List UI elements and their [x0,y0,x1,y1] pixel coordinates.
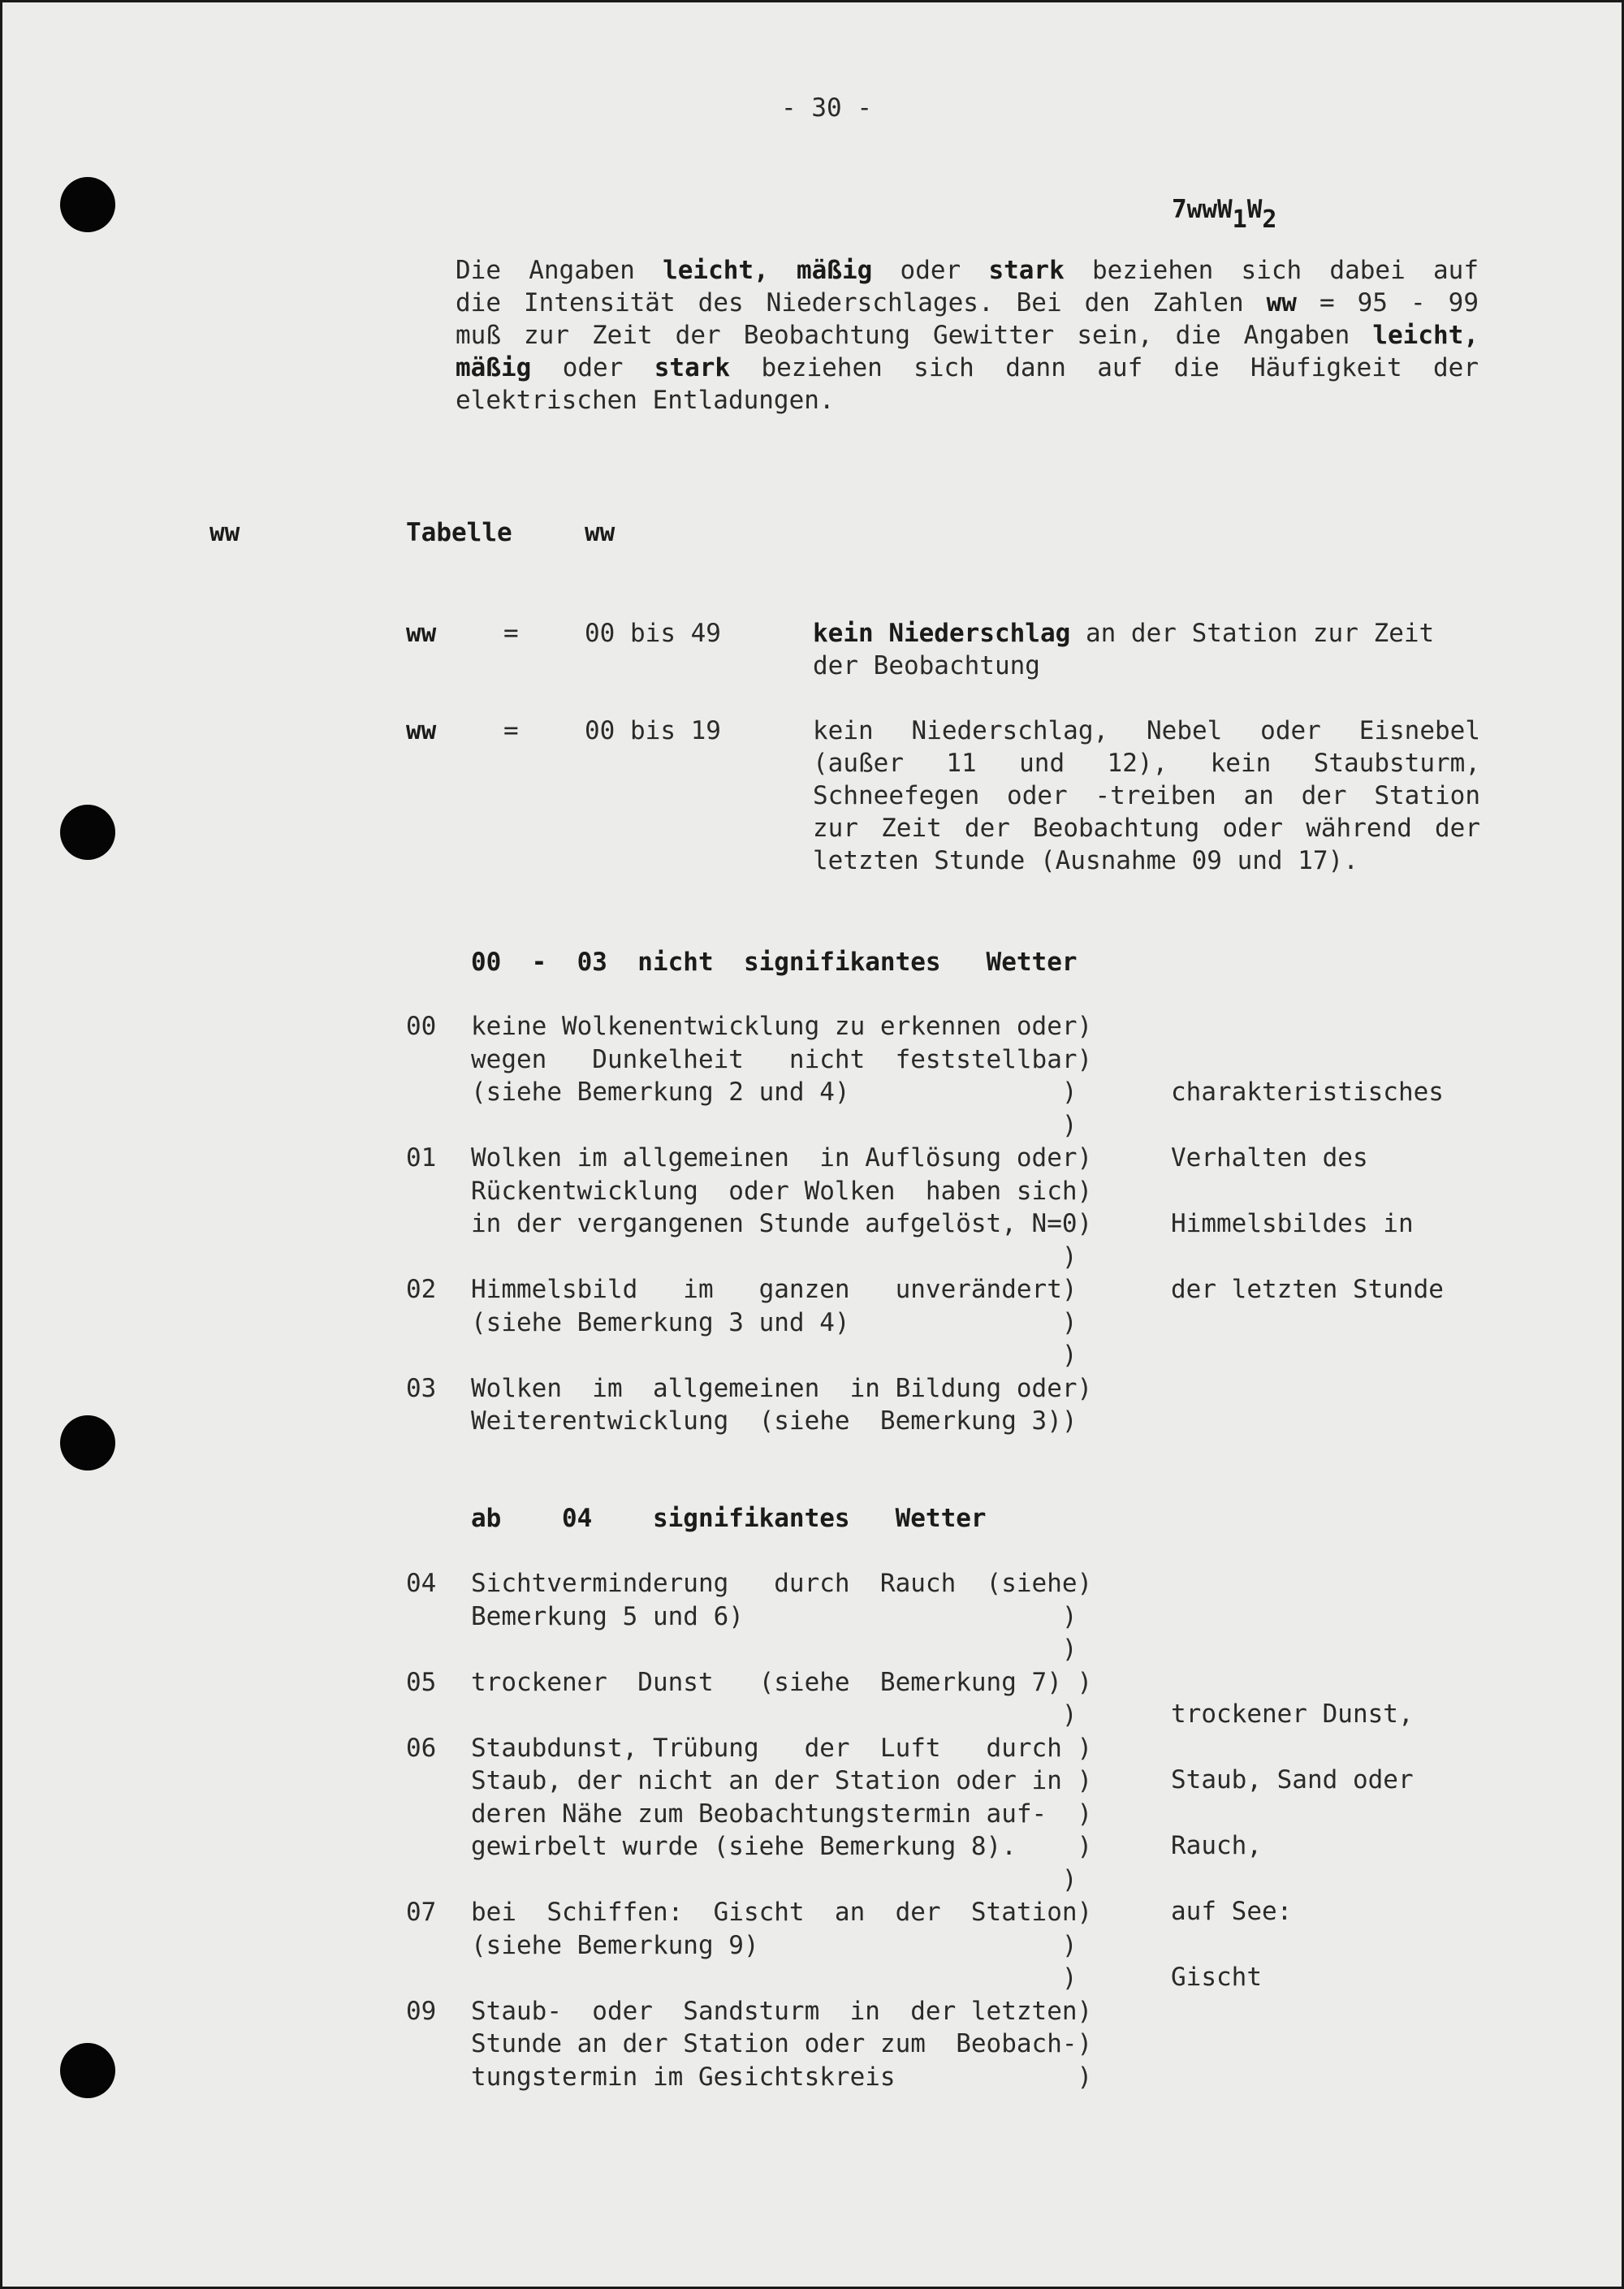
row-text-line: Bemerkung 5 und 6) ) [471,1601,1078,1631]
page-number: - 30 - [781,93,872,123]
table-title-code: ww [585,518,615,547]
row-text-line: tungstermin im Gesichtskreis ) [471,2062,1093,2092]
section-heading: 00 - 03 nicht signifikantes Wetter [471,948,1078,977]
intro-line-4: mäßig oder stark beziehen sich dann auf die Häufigkeit der [456,353,1479,382]
punch-hole [60,805,115,860]
row-text-line: (siehe Bemerkung 9) ) [471,1930,1078,1960]
code-reference: 7wwW1W2 [1172,195,1277,234]
side-note: der letzten Stunde [1171,1275,1444,1304]
row-text-line: Wolken im allgemeinen in Auflösung oder) [471,1143,1093,1173]
range-eq: = [503,619,519,648]
row-text-line: Wolken im allgemeinen in Bildung oder) [471,1373,1093,1403]
margin-label: ww [209,518,240,547]
row-text-line: keine Wolkenentwicklung zu erkennen oder) [471,1012,1093,1041]
side-note: auf See: [1171,1897,1293,1926]
row-text-line: ) [471,1341,1078,1370]
side-note: charakteristisches [1171,1078,1444,1107]
range-values: 00 bis 49 [585,619,721,648]
row-text-line: wegen Dunkelheit nicht feststellbar) [471,1044,1093,1074]
intro-paragraph [456,254,1479,417]
side-note: Verhalten des [1171,1143,1368,1173]
row-text-line: Weiterentwicklung (siehe Bemerkung 3)) [471,1406,1078,1436]
row-text-line: ) [471,1635,1078,1664]
punch-hole [60,1415,115,1471]
row-text-line: ) [471,1864,1078,1894]
row-text-line: gewirbelt wurde (siehe Bemerkung 8). ) [471,1832,1093,1861]
row-text-line: (siehe Bemerkung 3 und 4) ) [471,1307,1078,1337]
row-text-line: Staub- oder Sandsturm in der letzten) [471,1996,1093,2026]
row-number: 02 [406,1275,437,1304]
punch-hole [60,2043,115,2098]
punch-hole [60,177,115,232]
row-number: 04 [406,1569,437,1598]
row-text-line: Rückentwicklung oder Wolken haben sich) [471,1176,1093,1206]
row-text-line: deren Nähe zum Beobachtungstermin auf- ) [471,1799,1093,1829]
range-description: kein Niederschlag, Nebel oder Eisnebel (außer 11 und 12), kein Staubsturm, Schneefegen oder -treiben an der Station zur Zeit der Beobachtung oder während der letzten Stunde (Ausnahme 09 und 17). [813,716,1480,875]
row-number: 00 [406,1012,437,1041]
range-eq: = [503,716,519,745]
row-number: 06 [406,1733,437,1763]
range-values: 00 bis 19 [585,716,721,745]
row-number: 01 [406,1143,437,1173]
intro-line-5: elektrischen Entladungen. [456,386,835,415]
row-text-line: in der vergangenen Stunde aufgelöst, N=0) [471,1209,1093,1238]
side-note: Himmelsbildes in [1171,1209,1414,1238]
row-number: 05 [406,1667,437,1697]
range-code: ww [406,716,437,745]
row-text-line: ) [471,1242,1078,1272]
row-text-line: bei Schiffen: Gischt an der Station) [471,1898,1093,1927]
side-note: Staub, Sand oder [1171,1765,1414,1794]
row-text-line: Himmelsbild im ganzen unverändert) [471,1275,1078,1304]
row-text-line: (siehe Bemerkung 2 und 4) ) [471,1078,1078,1107]
side-note: trockener Dunst, [1171,1699,1414,1729]
section-heading: ab 04 signifikantes Wetter [471,1504,987,1533]
range-code: ww [406,619,437,648]
row-text-line: Sichtverminderung durch Rauch (siehe) [471,1569,1093,1598]
table-title-label: Tabelle [406,518,512,547]
intro-line-3: muß zur Zeit der Beobachtung Gewitter sein, die Angaben leicht, [456,321,1479,350]
row-text-line: ) [471,1963,1078,1993]
intro-line-1: Die Angaben leicht, mäßig oder stark beziehen sich dabei auf [456,256,1479,285]
row-text-line: Staubdunst, Trübung der Luft durch ) [471,1733,1093,1763]
range-description: kein Niederschlag an der Station zur Zeit [813,619,1435,648]
side-note: Rauch, [1171,1831,1262,1860]
row-text-line: ) [471,1700,1078,1730]
intro-line-2: die Intensität des Niederschlages. Bei den Zahlen ww = 95 - 99 [456,288,1479,317]
row-text-line: Stunde an der Station oder zum Beobach-) [471,2029,1093,2058]
row-text-line: Staub, der nicht an der Station oder in ) [471,1766,1093,1795]
side-note: Gischt [1171,1963,1262,1992]
row-text-line: ) [471,1110,1078,1140]
range-description-cont: der Beobachtung [813,651,1040,680]
row-number: 07 [406,1898,437,1927]
row-number: 09 [406,1996,437,2026]
row-number: 03 [406,1373,437,1403]
row-text-line: trockener Dunst (siehe Bemerkung 7) ) [471,1667,1093,1697]
